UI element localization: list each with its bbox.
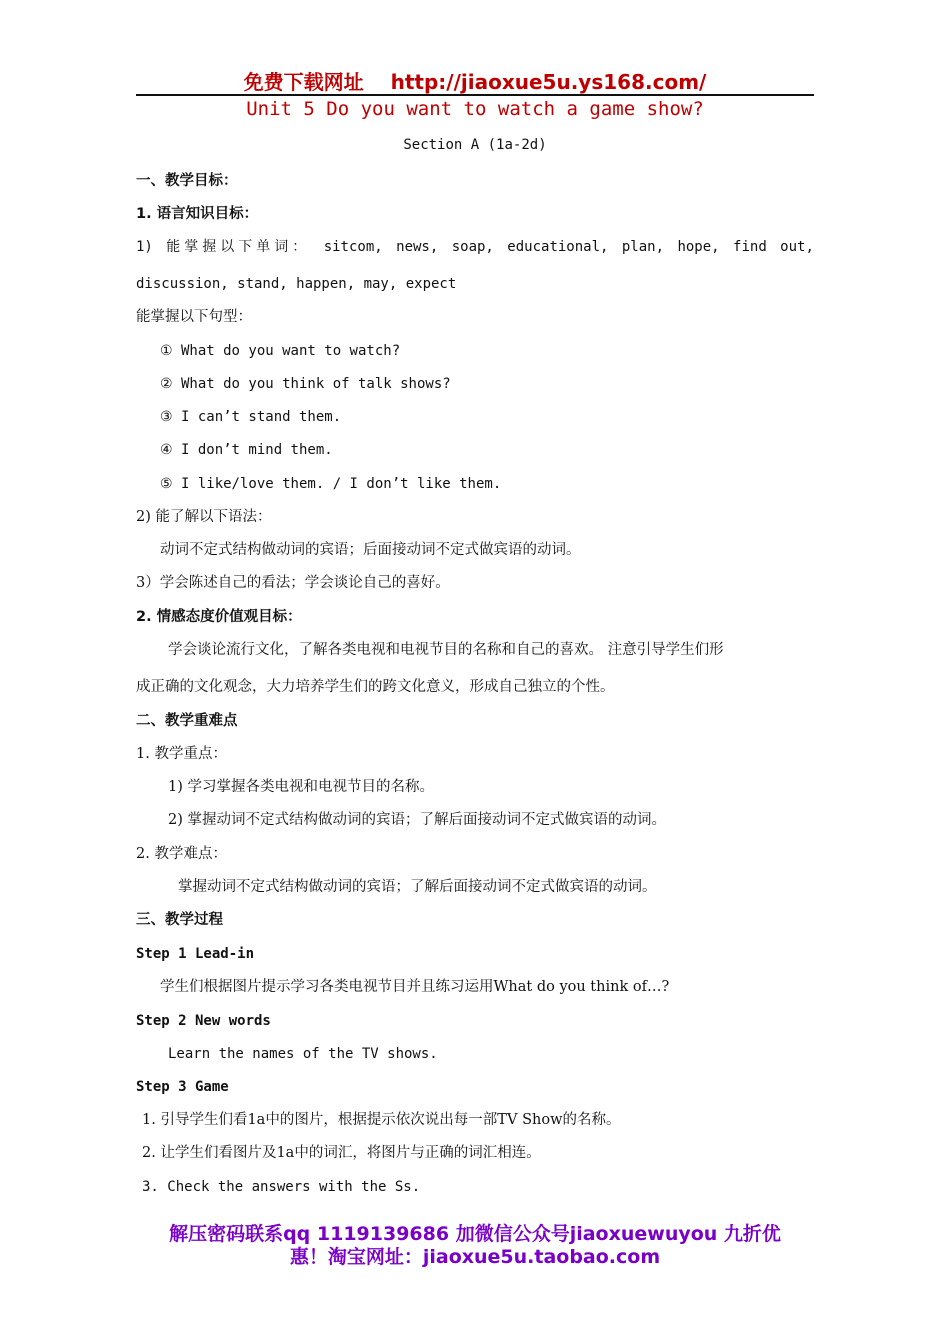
step-3-heading: Step 3 Game bbox=[136, 1079, 229, 1095]
vocab-token: educational, bbox=[507, 239, 609, 255]
vocab-token: find bbox=[733, 239, 767, 255]
step-1-heading: Step 1 Lead-in bbox=[136, 946, 255, 962]
step-3-item: 3. Check the answers with the Ss. bbox=[142, 1179, 421, 1195]
subsection-heading-attitude: 2. 情感态度价值观目标： bbox=[136, 609, 302, 625]
attitude-text-line-1: 学会谈论流行文化，了解各类电视和电视节目的名称和自己的喜欢。 注意引导学生们形 bbox=[168, 642, 724, 658]
step-2-heading: Step 2 New words bbox=[136, 1013, 271, 1029]
vocab-token: sitcom, bbox=[323, 239, 383, 255]
vocab-token: hope, bbox=[677, 239, 720, 255]
key-points-heading: 1. 教学重点： bbox=[136, 746, 227, 762]
sentence-item: ⑤ I like/love them. / I don’t like them. bbox=[160, 476, 502, 492]
sentence-item: ① What do you want to watch? bbox=[160, 343, 401, 359]
difficulty-text: 掌握动词不定式结构做动词的宾语；了解后面接动词不定式做宾语的动词。 bbox=[178, 879, 657, 895]
section-heading-process: 三、教学过程 bbox=[136, 912, 223, 928]
step-3-item: 1. 引导学生们看1a中的图片，根据提示依次说出每一部TV Show的名称。 bbox=[142, 1112, 621, 1128]
footer-line-2: 惠！淘宝网址：jiaoxue5u.taobao.com bbox=[289, 1246, 661, 1268]
vocab-token: news, bbox=[396, 239, 439, 255]
key-point-item: 1) 学习掌握各类电视和电视节目的名称。 bbox=[168, 779, 434, 795]
sentences-intro: 能掌握以下句型： bbox=[136, 309, 252, 325]
vocab-token: soap, bbox=[451, 239, 494, 255]
subsection-heading-language: 1. 语言知识目标： bbox=[136, 206, 259, 222]
section-heading-key-points: 二、教学重难点 bbox=[136, 713, 238, 729]
attitude-text-line-2: 成正确的文化观念，大力培养学生们的跨文化意义，形成自己独立的个性。 bbox=[136, 679, 615, 695]
key-point-item: 2) 掌握动词不定式结构做动词的宾语；了解后面接动词不定式做宾语的动词。 bbox=[168, 812, 666, 828]
grammar-text: 动词不定式结构做动词的宾语；后面接动词不定式做宾语的动词。 bbox=[160, 542, 581, 558]
section-heading-objectives: 一、教学目标： bbox=[136, 173, 238, 189]
sentence-item: ④ I don’t mind them. bbox=[160, 442, 333, 458]
footer-line-1: 解压密码联系qq 1119139686 加微信公众号jiaoxuewuyou 九折优 bbox=[169, 1223, 781, 1245]
step-1-text: 学生们根据图片提示学习各类电视节目并且练习运用What do you think of…? bbox=[160, 979, 670, 995]
vocab-token: 能掌握以下单词： bbox=[166, 239, 311, 255]
vocab-line-1 bbox=[136, 237, 814, 257]
vocab-line-2: discussion, stand, happen, may, expect bbox=[136, 276, 457, 292]
vocab-token: out, bbox=[780, 239, 814, 255]
vocab-token: plan, bbox=[621, 239, 665, 255]
header-url[interactable]: http://jiaoxue5u.ys168.com/ bbox=[390, 70, 707, 94]
document-subtitle: Section A (1a-2d) bbox=[403, 137, 547, 153]
opinion-text: 3）学会陈述自己的看法；学会谈论自己的喜好。 bbox=[136, 575, 450, 591]
header-label: 免费下载网址 bbox=[243, 70, 364, 94]
sentence-item: ② What do you think of talk shows? bbox=[160, 376, 451, 392]
document-title: Unit 5 Do you want to watch a game show? bbox=[246, 98, 704, 120]
step-2-text: Learn the names of the TV shows. bbox=[168, 1046, 438, 1062]
sentence-item: ③ I can’t stand them. bbox=[160, 409, 342, 425]
page-header bbox=[136, 66, 814, 96]
difficulty-heading: 2. 教学难点： bbox=[136, 846, 227, 862]
step-3-item: 2. 让学生们看图片及1a中的词汇，将图片与正确的词汇相连。 bbox=[142, 1145, 541, 1161]
vocab-token: 1) bbox=[136, 239, 153, 255]
grammar-intro: 2) 能了解以下语法： bbox=[136, 509, 272, 525]
